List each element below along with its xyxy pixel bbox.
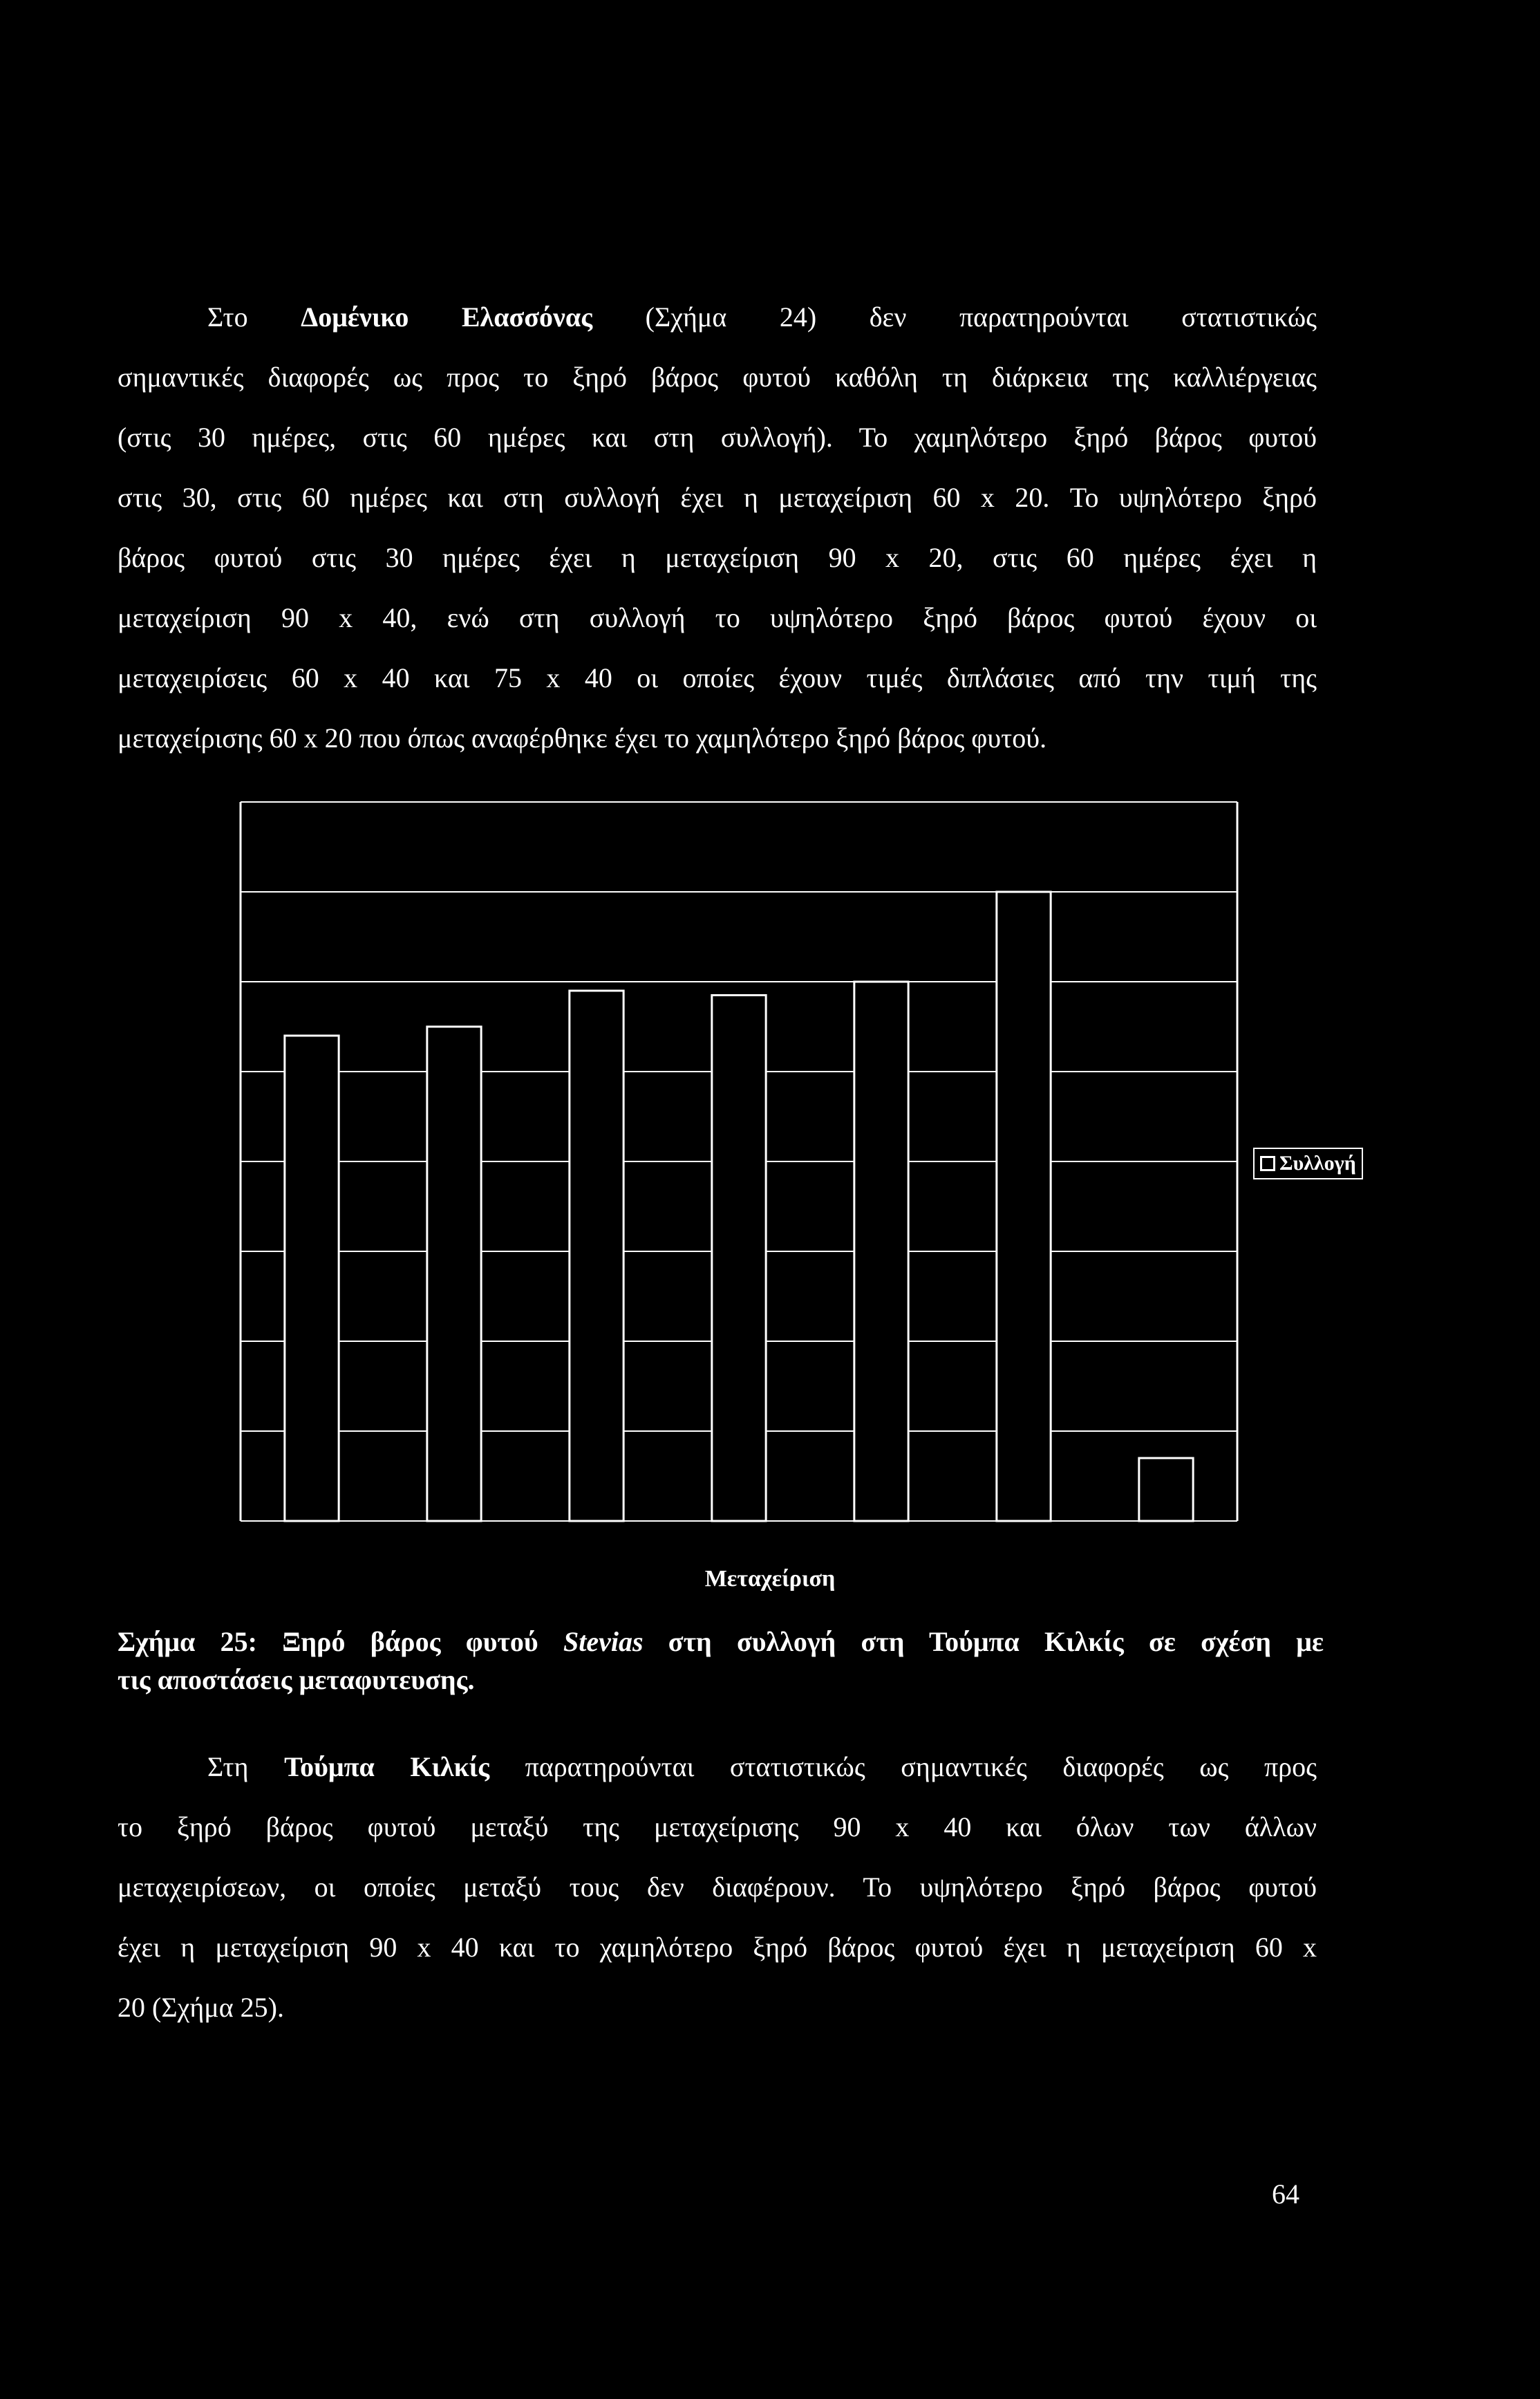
text-span: (Σχήμα 24) δεν παρατηρούνται στατιστικώς: [592, 301, 1317, 333]
legend-swatch: [1260, 1156, 1275, 1171]
paragraph-line: έχει η μεταχείριση 90 x 40 και το χαμηλότερο ξηρό βάρος φυτού έχει η μεταχείριση 60 x: [118, 1932, 1317, 1963]
paragraph-line: σημαντικές διαφορές ως προς το ξηρό βάρος φυτού καθόλη τη διάρκεια της καλλιέργειας: [118, 362, 1317, 393]
figure-caption: [118, 1623, 1324, 1699]
location-name: Τούμπα Κιλκίς: [284, 1751, 490, 1782]
text-span: Στη: [207, 1751, 285, 1782]
chart-plot: [235, 799, 1244, 1528]
text-span: παρατηρούνται στατιστικώς σημαντικές διαφορές ως προς: [489, 1751, 1317, 1782]
bar: [854, 982, 908, 1521]
bar: [712, 996, 766, 1522]
paragraph-dromeniko: [118, 287, 1317, 768]
legend-label: Συλλογή: [1279, 1152, 1356, 1175]
text-span: στη συλλογή στη Τούμπα Κιλκίς σε σχέση με: [643, 1626, 1324, 1657]
paragraph-toumpa: [118, 1737, 1317, 2037]
bar: [997, 892, 1051, 1521]
paragraph-line: στις 30, στις 60 ημέρες και στη συλλογή έχει η μεταχείριση 60 x 20. Το υψηλότερο ξηρό: [118, 482, 1317, 513]
page-number: 64: [1272, 2178, 1299, 2210]
text-span: Στο: [207, 301, 301, 333]
text-span: Σχήμα 25: Ξηρό βάρος φυτού: [118, 1626, 563, 1657]
location-name: Δομένικο Ελασσόνας: [301, 301, 593, 333]
paragraph-line: μεταχείριση 90 x 40, ενώ στη συλλογή το υψηλότερο ξηρό βάρος φυτού έχουν οι: [118, 602, 1317, 633]
bar: [1139, 1458, 1193, 1521]
caption-line: [118, 1623, 1324, 1661]
paragraph-line: μεταχείρισης 60 x 20 που όπως αναφέρθηκε έχει το χαμηλότερο ξηρό βάρος φυτού.: [118, 722, 1047, 754]
paragraph-line: μεταχειρίσεις 60 x 40 και 75 x 40 οι οποίες έχουν τιμές διπλάσιες από την τιμή της: [118, 662, 1317, 693]
bar-chart: [235, 799, 1410, 1528]
paragraph-line: [118, 1737, 1317, 1797]
paragraph-line: μεταχειρίσεων, οι οποίες μεταξύ τους δεν διαφέρουν. Το υψηλότερο ξηρό βάρος φυτού: [118, 1871, 1317, 1903]
x-axis-label: Μεταχείριση: [704, 1566, 836, 1591]
paragraph-line: 20 (Σχήμα 25).: [118, 1992, 284, 2023]
paragraph-line: το ξηρό βάρος φυτού μεταξύ της μεταχείρισης 90 x 40 και όλων των άλλων: [118, 1811, 1317, 1842]
species-name: Stevias: [563, 1626, 644, 1657]
paragraph-line: βάρος φυτού στις 30 ημέρες έχει η μεταχείριση 90 x 20, στις 60 ημέρες έχει η: [118, 542, 1317, 573]
paragraph-line: (στις 30 ημέρες, στις 60 ημέρες και στη συλλογή). Το χαμηλότερο ξηρό βάρος φυτού: [118, 422, 1317, 453]
bar: [427, 1027, 481, 1521]
paragraph-line: [118, 287, 1317, 347]
caption-line: τις αποστάσεις μεταφυτευσης.: [118, 1664, 475, 1695]
chart-legend: [1253, 1148, 1363, 1179]
bar: [285, 1036, 339, 1521]
bar: [570, 991, 623, 1521]
